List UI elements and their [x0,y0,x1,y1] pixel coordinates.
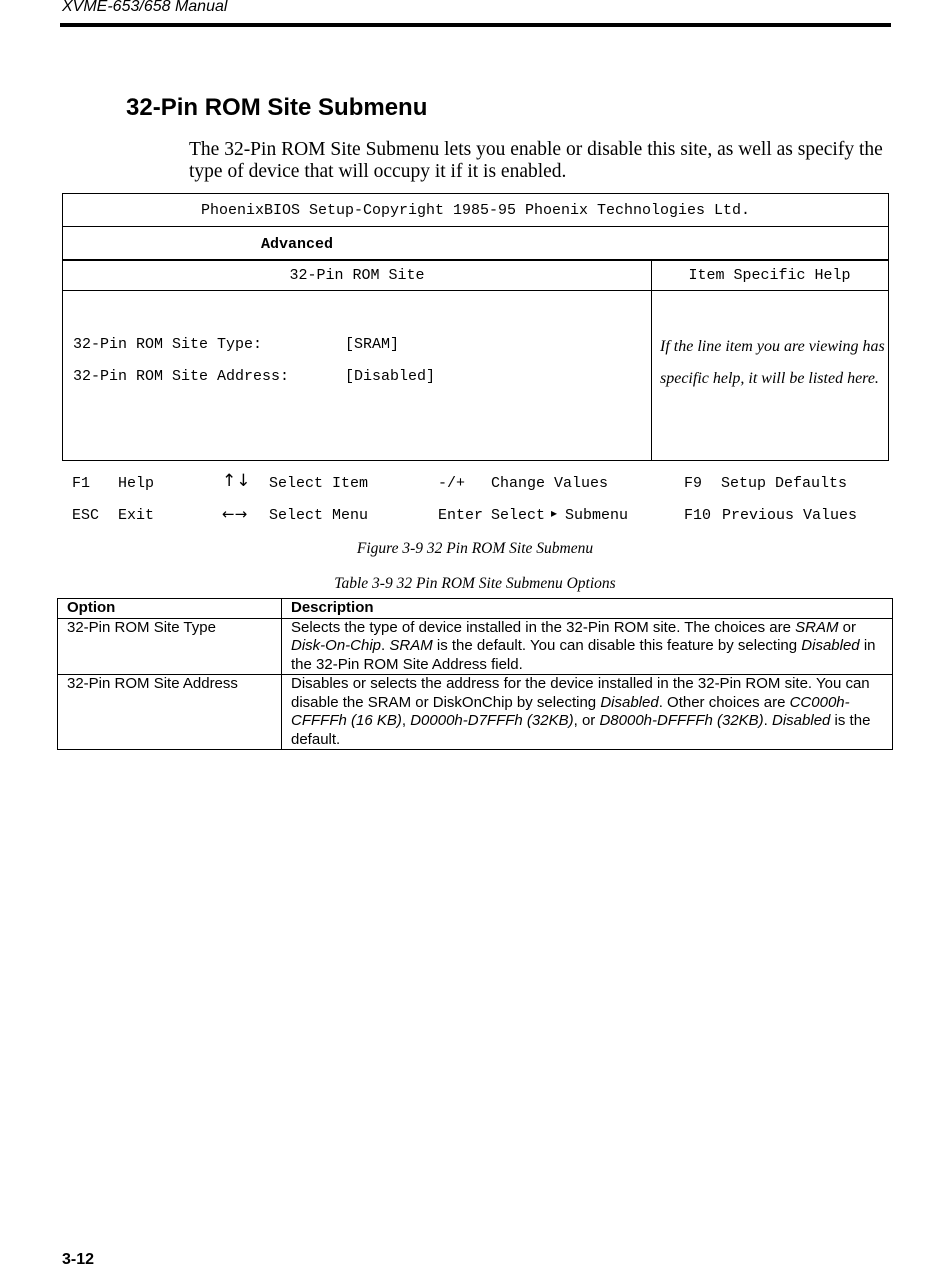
setting-value[interactable]: [Disabled] [345,368,436,385]
description-emphasis: Disabled [801,637,860,654]
description-emphasis: Disk-On-Chip [291,637,382,654]
left-right-arrow-icon: ←→ [222,505,248,523]
description-text: in the 32-Pin ROM Site Address field. [291,637,876,673]
key-f10: F10 [684,507,712,524]
key-f1: F1 [72,475,91,492]
bios-help-text: If the line item you are viewing has specific help, it will be listed here. [660,338,885,387]
description-emphasis: CC000h-CFFFFh (16 KB) [291,693,850,729]
submenu-pointer-icon: ▸ [551,506,558,520]
figure-caption: Figure 3-9 32 Pin ROM Site Submenu [356,540,594,557]
key-select-label: Select [491,507,546,524]
key-select-menu-label: Select Menu [269,507,369,524]
bios-help-title: Item Specific Help [651,261,888,291]
description-text: . [381,637,390,654]
key-submenu-label: Submenu [565,507,629,524]
key-enter: Enter [438,507,484,524]
key-esc: ESC [72,507,100,524]
header-rule [60,23,891,27]
key-minus-plus: -/+ [438,475,466,492]
option-cell: 32-Pin ROM Site Address [58,675,282,750]
description-text: , [401,712,411,729]
key-exit-label: Exit [118,507,155,524]
description-text: Selects the type of device installed in the 32-Pin ROM site. The choices are [291,618,796,636]
description-text: . [763,712,773,729]
description-emphasis: Disabled [772,712,831,729]
options-table [57,598,893,750]
description-text: is the default. You can disable this feature by selecting [432,637,802,654]
description-text: or [838,618,857,636]
description-emphasis: Disabled [600,693,659,711]
table-row [58,675,893,750]
bios-menu-bar [62,226,889,261]
setting-value[interactable]: [SRAM] [345,336,400,353]
key-help-label: Help [118,475,155,492]
bios-panel-title: 32-Pin ROM Site [63,261,652,291]
page-number: 3-12 [62,1251,95,1268]
bios-copyright-bar: PhoenixBIOS Setup-Copyright 1985-95 Phoenix Technologies Ltd. [62,193,889,227]
description-text: Disables or selects the address for the device installed in the 32-Pin ROM site. You can disable the SRAM or DiskOnChip by selecting [291,675,870,711]
description-emphasis: D0000h-D7FFFh (32KB) [410,712,574,729]
setting-label: 32-Pin ROM Site Type: [73,336,263,353]
key-select-item-label: Select Item [269,475,369,492]
table-caption: Table 3-9 32 Pin ROM Site Submenu Options [334,575,616,592]
key-setup-defaults-label: Setup Defaults [721,475,848,492]
column-header-option: Option [58,599,282,619]
description-text: . Other choices are [658,693,790,711]
running-header: XVME-653/658 Manual [62,0,228,15]
up-down-arrow-icon: ↑↓ [222,471,251,491]
table-row [58,618,893,675]
bios-main-panel [62,260,889,461]
table-header-row [58,599,893,619]
setting-label: 32-Pin ROM Site Address: [73,368,290,385]
description-text: is the default. [291,712,871,748]
key-previous-values-label: Previous Values [722,507,858,524]
description-emphasis: D8000h-DFFFFh (32KB) [599,712,764,729]
key-change-values-label: Change Values [491,475,609,492]
description-cell [282,618,893,675]
section-title: 32-Pin ROM Site Submenu [126,94,428,121]
description-emphasis: SRAM [795,618,839,636]
description-cell [282,675,893,750]
column-header-description: Description [282,599,893,619]
description-text: , or [573,712,600,729]
key-f9: F9 [684,475,703,492]
option-cell: 32-Pin ROM Site Type [58,618,282,675]
bios-panel-divider [651,290,652,460]
intro-paragraph: The 32-Pin ROM Site Submenu lets you enable or disable this site, as well as specify the type of device that will occupy it if it is enabled. [189,139,883,182]
description-emphasis: SRAM [389,637,433,654]
bios-menu-tab-advanced[interactable]: Advanced [261,236,334,253]
